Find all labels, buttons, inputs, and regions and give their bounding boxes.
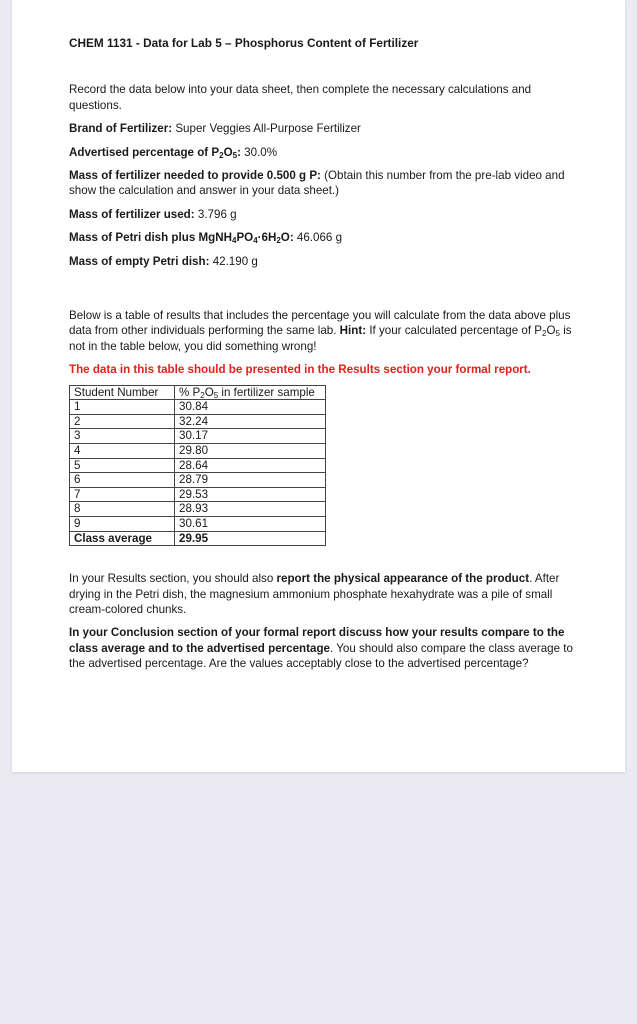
mass-empty-field xyxy=(69,254,574,269)
mass-empty-label: Mass of empty Petri dish: xyxy=(69,254,210,268)
results-paragraph: In your Results section, you should also report the physical appearance of the product. After drying in the Petri dish, the magnesium ammonium phosphate hexahydrate was a pile of small cream-colored chunks. xyxy=(69,572,560,617)
results-table xyxy=(69,385,326,547)
mass-needed-value: (Obtain this number from the pre-lab video and show the calculation and answer in your data sheet.) xyxy=(69,169,565,198)
mass-needed-field xyxy=(69,168,574,199)
table-row: 7 29.53 xyxy=(70,487,326,502)
advertised-field xyxy=(69,145,574,160)
table-header-row xyxy=(70,385,326,400)
brand-field xyxy=(69,121,574,136)
class-average-label: Class average xyxy=(70,531,175,546)
brand-value: Super Veggies All-Purpose Fertilizer xyxy=(175,122,361,136)
mass-used-value: 3.796 g xyxy=(197,207,237,221)
table-row: 4 29.80 xyxy=(70,444,326,459)
red-instruction: The data in this table should be presented in the Results section your formal report. xyxy=(69,363,531,377)
document-page xyxy=(12,0,625,772)
table-row: 1 30.84 xyxy=(70,400,326,415)
conclusion-paragraph: In your Conclusion section of your formal report discuss how your results compare to the class average and to the advertised percentage. You should also compare the class average to the advertised percentage. Are the values acceptably close to the advertised percentage? xyxy=(69,626,573,671)
mass-used-label: Mass of fertilizer used: xyxy=(69,207,195,221)
mass-needed-label: Mass of fertilizer needed to provide 0.500 g P: xyxy=(69,169,321,183)
header-student-number: Student Number xyxy=(70,385,175,400)
table-row: 6 28.79 xyxy=(70,473,326,488)
mass-dish-plus-value: 46.066 g xyxy=(296,231,343,245)
class-average-row xyxy=(70,531,326,546)
mass-used-field xyxy=(69,207,574,222)
table-row: 5 28.64 xyxy=(70,458,326,473)
intro-text: Record the data below into your data sheet, then complete the necessary calculations and questions. xyxy=(69,83,532,112)
document-title: CHEM 1131 - Data for Lab 5 – Phosphorus Content of Fertilizer xyxy=(69,36,419,50)
table-row: 2 32.24 xyxy=(70,414,326,429)
table-row: 3 30.17 xyxy=(70,429,326,444)
advertised-value: 30.0% xyxy=(244,145,278,159)
brand-label: Brand of Fertilizer: xyxy=(69,122,173,136)
mass-empty-value: 42.190 g xyxy=(212,254,258,268)
advertised-label: Advertised percentage of $P_2O_5$: xyxy=(69,145,241,160)
mass-dish-plus-field xyxy=(69,230,574,245)
table-row: 9 30.61 xyxy=(70,517,326,532)
mass-dish-plus-label: Mass of Petri dish plus $MgNH_4PO_4\cdot 6H_2O$: xyxy=(69,231,294,246)
table-row: 8 28.93 xyxy=(70,502,326,517)
table-intro-text: Below is a table of results that includes the percentage you will calculate from the data above plus data from other individuals performing the same lab. Hint: If your calculated percentage of $P_2O_5$ is not in the table below, you did something wrong! xyxy=(69,309,572,353)
class-average-value: 29.95 xyxy=(175,531,326,546)
header-percent: % $P_2O_5$ in fertilizer sample xyxy=(175,385,326,400)
document-content xyxy=(69,36,574,672)
